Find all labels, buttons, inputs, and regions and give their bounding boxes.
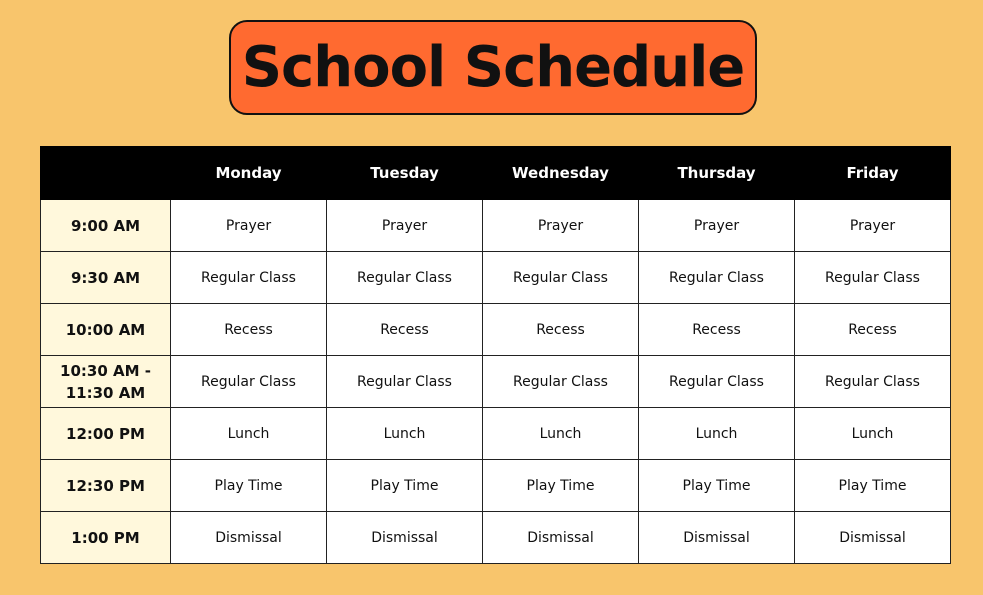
- time-cell: [41, 252, 171, 304]
- activity-cell: Lunch: [795, 408, 951, 460]
- activity-cell: Play Time: [639, 460, 795, 512]
- activity-cell: Dismissal: [639, 512, 795, 564]
- time-label: 10:30 AM - 11:30 AM: [60, 361, 151, 402]
- day-header-friday: Friday: [795, 147, 951, 200]
- time-column-header: [41, 147, 171, 200]
- activity-cell: Play Time: [171, 460, 327, 512]
- time-cell: [41, 408, 171, 460]
- activity-cell: Prayer: [639, 200, 795, 252]
- day-header-wednesday: Wednesday: [483, 147, 639, 200]
- activity-cell: Dismissal: [327, 512, 483, 564]
- activity-cell: Recess: [171, 304, 327, 356]
- table-row: [41, 304, 951, 356]
- time-label: 1:00 PM: [71, 528, 140, 547]
- table-row: [41, 252, 951, 304]
- table-row: [41, 356, 951, 408]
- activity-cell: Play Time: [327, 460, 483, 512]
- activity-cell: Dismissal: [483, 512, 639, 564]
- table-row: [41, 460, 951, 512]
- activity-cell: Regular Class: [639, 356, 795, 408]
- header-row: [41, 147, 951, 200]
- activity-cell: Dismissal: [171, 512, 327, 564]
- table-row: [41, 200, 951, 252]
- activity-cell: Dismissal: [795, 512, 951, 564]
- day-header-tuesday: Tuesday: [327, 147, 483, 200]
- time-cell: [41, 200, 171, 252]
- activity-cell: Recess: [795, 304, 951, 356]
- activity-cell: Lunch: [171, 408, 327, 460]
- time-label: 12:30 PM: [66, 476, 145, 495]
- time-cell: [41, 304, 171, 356]
- activity-cell: Regular Class: [639, 252, 795, 304]
- activity-cell: Regular Class: [171, 252, 327, 304]
- page-title: School Schedule: [241, 35, 745, 100]
- activity-cell: Regular Class: [327, 252, 483, 304]
- activity-cell: Recess: [639, 304, 795, 356]
- table-row: [41, 408, 951, 460]
- activity-cell: Lunch: [483, 408, 639, 460]
- activity-cell: Prayer: [171, 200, 327, 252]
- activity-cell: Regular Class: [795, 356, 951, 408]
- time-label: 9:00 AM: [70, 216, 141, 235]
- activity-cell: Lunch: [327, 408, 483, 460]
- time-cell: [41, 460, 171, 512]
- day-header-thursday: Thursday: [639, 147, 795, 200]
- schedule-table: [40, 146, 951, 564]
- activity-cell: Lunch: [639, 408, 795, 460]
- title-banner: [229, 20, 757, 115]
- activity-cell: Regular Class: [795, 252, 951, 304]
- activity-cell: Regular Class: [171, 356, 327, 408]
- time-label: 12:00 PM: [66, 424, 145, 443]
- activity-cell: Prayer: [327, 200, 483, 252]
- activity-cell: Play Time: [795, 460, 951, 512]
- time-label: 10:00 AM: [65, 320, 146, 339]
- time-cell: [41, 512, 171, 564]
- activity-cell: Prayer: [795, 200, 951, 252]
- activity-cell: Regular Class: [327, 356, 483, 408]
- activity-cell: Recess: [483, 304, 639, 356]
- time-label: 9:30 AM: [70, 268, 141, 287]
- activity-cell: Regular Class: [483, 252, 639, 304]
- activity-cell: Play Time: [483, 460, 639, 512]
- activity-cell: Regular Class: [483, 356, 639, 408]
- activity-cell: Prayer: [483, 200, 639, 252]
- day-header-monday: Monday: [171, 147, 327, 200]
- activity-cell: Recess: [327, 304, 483, 356]
- table-row: [41, 512, 951, 564]
- time-cell: [41, 356, 171, 408]
